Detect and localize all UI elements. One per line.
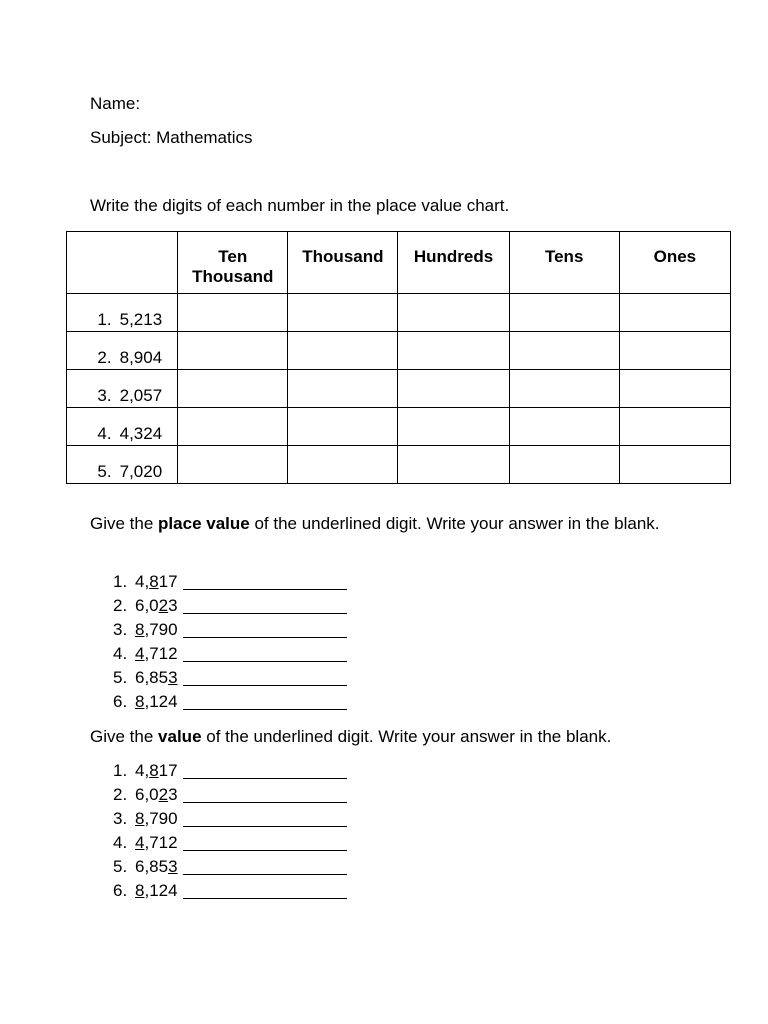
underlined-digit: 8 [135,881,145,900]
place-value-chart [66,231,731,484]
value-instruction-bold: value [158,727,202,746]
underlined-digit: 2 [158,785,169,804]
answer-blank[interactable] [183,785,347,803]
underlined-digit: 4 [135,833,145,852]
question-item [113,879,347,903]
number-after: ,712 [144,833,178,852]
question-item [113,783,347,807]
answer-cell-thousand[interactable] [288,370,398,408]
answer-cell-tens[interactable] [509,370,619,408]
answer-blank[interactable] [183,596,347,614]
question-number: 4. [113,644,128,663]
chart-row-number: 1. [97,310,112,329]
answer-cell-tens[interactable] [509,446,619,484]
underlined-digit: 8 [149,761,159,780]
underlined-digit: 8 [135,809,145,828]
underlined-digit: 8 [135,620,145,639]
chart-row-label [67,370,178,408]
answer-cell-tens[interactable] [509,408,619,446]
answer-blank[interactable] [183,692,347,710]
question-number: 5. [113,857,128,876]
underlined-digit: 4 [135,644,145,663]
answer-cell-ones[interactable] [619,332,730,370]
question-item [113,666,347,690]
underlined-digit: 8 [135,692,145,711]
question-number: 1. [113,572,128,591]
answer-blank[interactable] [183,644,347,662]
header-number-column [67,232,178,294]
number-before: 6,85 [135,668,169,687]
question-item [113,855,347,879]
question-number: 2. [113,596,128,615]
answer-cell-hundreds[interactable] [398,408,509,446]
answer-cell-thousand[interactable] [288,332,398,370]
answer-cell-ten-thousand[interactable] [178,294,288,332]
chart-row-number: 2. [97,348,112,367]
answer-cell-thousand[interactable] [288,408,398,446]
chart-row-value: 8,904 [119,348,163,367]
underlined-digit: 2 [158,596,169,615]
answer-cell-ten-thousand[interactable] [178,332,288,370]
answer-cell-hundreds[interactable] [398,446,509,484]
answer-cell-thousand[interactable] [288,294,398,332]
answer-cell-ones[interactable] [619,446,730,484]
answer-blank[interactable] [183,761,347,779]
answer-blank[interactable] [183,572,347,590]
question-item [113,642,347,666]
chart-row-label [67,332,178,370]
answer-cell-hundreds[interactable] [398,332,509,370]
header-ones: Ones [619,232,730,294]
header-tens: Tens [509,232,619,294]
number-before: 4, [135,572,150,591]
chart-row-label [67,446,178,484]
answer-cell-ten-thousand[interactable] [178,446,288,484]
chart-row-value: 7,020 [119,462,163,481]
chart-row [67,370,731,408]
chart-row-number: 5. [97,462,112,481]
header-ten-thousand-line-2: Thousand [192,267,274,286]
answer-cell-ones[interactable] [619,370,730,408]
chart-row-value: 5,213 [119,310,163,329]
answer-blank[interactable] [183,809,347,827]
question-number: 3. [113,809,128,828]
question-item [113,759,347,783]
answer-cell-hundreds[interactable] [398,370,509,408]
number-after: ,712 [144,644,178,663]
question-number: 4. [113,833,128,852]
answer-cell-ten-thousand[interactable] [178,370,288,408]
place-value-instruction-post: of the underlined digit. Write your answer in the blank. [249,514,660,533]
chart-instruction: Write the digits of each number in the place value chart. [90,196,510,215]
question-item [113,690,347,714]
number-after: ,790 [144,809,178,828]
header-hundreds: Hundreds [398,232,509,294]
value-instruction-pre: Give the [90,727,159,746]
answer-cell-ten-thousand[interactable] [178,408,288,446]
place-value-instruction-pre: Give the [90,514,159,533]
number-before: 6,0 [135,596,159,615]
question-number: 2. [113,785,128,804]
value-question-list [113,759,347,903]
number-after: 17 [158,572,178,591]
answer-cell-tens[interactable] [509,294,619,332]
number-before: 4, [135,761,150,780]
answer-cell-tens[interactable] [509,332,619,370]
chart-row-value: 4,324 [119,424,163,443]
question-number: 1. [113,761,128,780]
answer-cell-thousand[interactable] [288,446,398,484]
question-item [113,618,347,642]
chart-row-number: 3. [97,386,112,405]
answer-blank[interactable] [183,881,347,899]
number-after: 3 [168,596,178,615]
value-instruction-post: of the underlined digit. Write your answer in the blank. [201,727,612,746]
answer-blank[interactable] [183,620,347,638]
chart-row-label [67,408,178,446]
number-after: 3 [168,785,178,804]
number-before: 6,0 [135,785,159,804]
place-value-instruction [90,512,678,536]
answer-cell-ones[interactable] [619,408,730,446]
question-item [113,807,347,831]
answer-blank[interactable] [183,668,347,686]
chart-header-row [67,232,731,294]
chart-row-number: 4. [97,424,112,443]
answer-cell-ones[interactable] [619,294,730,332]
answer-cell-hundreds[interactable] [398,294,509,332]
chart-row [67,332,731,370]
answer-blank[interactable] [183,857,347,875]
question-number: 5. [113,668,128,687]
place-value-question-list [113,570,347,714]
question-number: 6. [113,692,128,711]
answer-blank[interactable] [183,833,347,851]
place-value-instruction-bold: place value [158,514,250,533]
chart-row [67,446,731,484]
header-ten-thousand [178,232,288,294]
header-ten-thousand-line-1: Ten [218,247,248,266]
number-after: ,124 [144,692,178,711]
chart-row-label [67,294,178,332]
underlined-digit: 3 [168,668,178,687]
underlined-digit: 3 [168,857,178,876]
name-label: Name: [90,94,141,113]
chart-row-value: 2,057 [119,386,163,405]
question-item [113,594,347,618]
value-instruction [90,725,678,749]
chart-row [67,294,731,332]
underlined-digit: 8 [149,572,159,591]
question-item [113,570,347,594]
number-before: 6,85 [135,857,169,876]
number-after: ,124 [144,881,178,900]
question-number: 6. [113,881,128,900]
number-after: 17 [158,761,178,780]
number-after: ,790 [144,620,178,639]
header-thousand: Thousand [288,232,398,294]
question-item [113,831,347,855]
chart-row [67,408,731,446]
question-number: 3. [113,620,128,639]
subject-label: Subject: Mathematics [90,128,253,147]
